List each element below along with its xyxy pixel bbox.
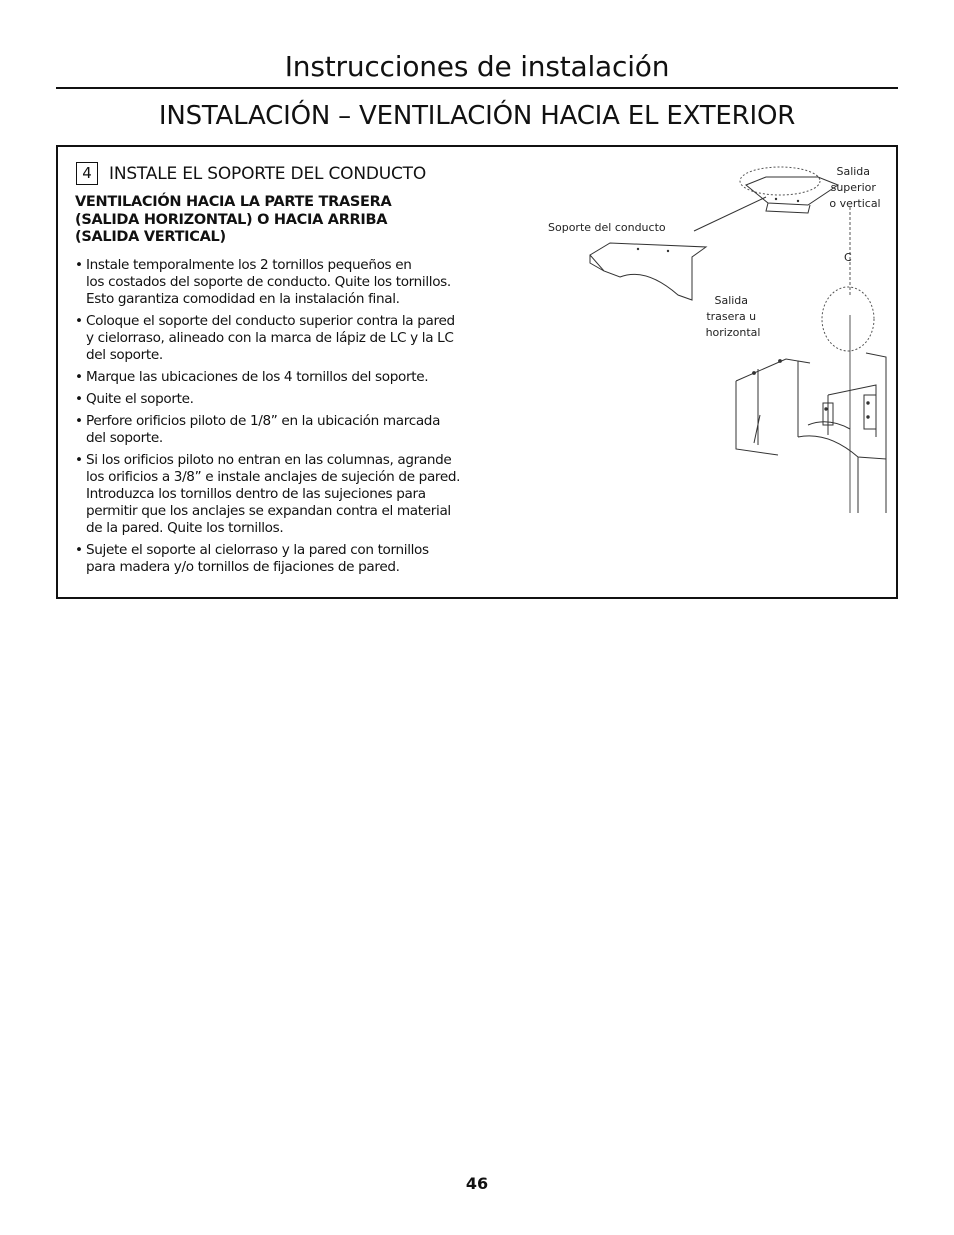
instruction-item — [75, 313, 483, 364]
instruction-line: • Sujete el soporte al cielorraso y la pared con tornillos — [86, 542, 429, 558]
section-title: INSTALACIÓN – VENTILACIÓN HACIA EL EXTERIOR — [158, 101, 796, 131]
top-outlet-label — [829, 165, 880, 210]
duct-bracket-diagram — [528, 155, 888, 515]
instruction-line: para madera y/o tornillos de fijaciones de pared. — [86, 559, 400, 575]
top-outlet-label-line: Salida — [836, 165, 871, 178]
rear-outlet-outline — [822, 287, 874, 351]
top-outlet-label-line: o vertical — [829, 197, 881, 210]
instruction-line: Esto garantiza comodidad en la instalación final. — [86, 291, 400, 307]
instruction-line: • Instale temporalmente los 2 tornillos pequeños en — [86, 257, 412, 273]
centerline-label: C — [844, 251, 852, 264]
instruction-item — [75, 413, 483, 447]
rear-outlet-label-line: Salida — [714, 294, 749, 307]
instruction-line: los costados del soporte de conducto. Quite los tornillos. — [86, 274, 451, 290]
instruction-line: permitir que los anclajes se expandan contra el material — [86, 503, 451, 519]
title-divider — [56, 87, 898, 89]
duct-bracket-shape — [590, 243, 706, 300]
instruction-line: • Coloque el soporte del conducto superior contra la pared — [86, 313, 455, 329]
instruction-line: los orificios a 3/8” e instale anclajes de sujeción de pared. — [86, 469, 461, 485]
rear-outlet-label-line: trasera u — [706, 310, 757, 323]
instruction-line: del soporte. — [86, 347, 163, 363]
step-subheading — [75, 194, 475, 247]
subheading-line: (SALIDA HORIZONTAL) O HACIA ARRIBA — [75, 211, 388, 228]
subheading-line: VENTILACIÓN HACIA LA PARTE TRASERA — [75, 194, 392, 210]
instruction-item — [75, 257, 483, 308]
page-title: Instrucciones de instalación — [284, 50, 670, 83]
instruction-line: • Perfore orificios piloto de 1/8” en la ubicación marcada — [86, 413, 441, 429]
step-header — [76, 162, 426, 185]
step-title: INSTALE EL SOPORTE DEL CONDUCTO — [109, 163, 426, 184]
top-outlet-label-line: superior — [830, 181, 876, 194]
instruction-item — [75, 391, 483, 408]
subheading-line: (SALIDA VERTICAL) — [75, 229, 226, 245]
instruction-line: • Quite el soporte. — [86, 391, 194, 407]
bracket-leader-line — [694, 197, 766, 231]
instruction-item — [75, 369, 483, 386]
top-bracket-shape — [746, 177, 838, 205]
page-number: 46 — [465, 1174, 489, 1193]
step-number: 4 — [76, 162, 98, 185]
instruction-list — [75, 257, 483, 581]
instruction-line: de la pared. Quite los tornillos. — [86, 520, 284, 536]
rear-outlet-label-line: horizontal — [705, 326, 761, 339]
instruction-line: • Si los orificios piloto no entran en las columnas, agrande — [86, 452, 452, 468]
rear-outlet-label — [706, 294, 761, 339]
instruction-line: • Marque las ubicaciones de los 4 tornillos del soporte. — [86, 369, 429, 385]
instruction-item — [75, 542, 483, 576]
step-panel — [56, 145, 898, 599]
instruction-line: del soporte. — [86, 430, 163, 446]
top-outlet-outline — [740, 167, 820, 195]
instruction-item — [75, 452, 483, 537]
instruction-line: Introduzca los tornillos dentro de las sujeciones para — [86, 486, 426, 502]
bracket-label: Soporte del conducto — [548, 221, 666, 234]
instruction-line: y cielorraso, alineado con la marca de lápiz de LC y la LC — [86, 330, 454, 346]
hood-assembly — [736, 353, 886, 513]
